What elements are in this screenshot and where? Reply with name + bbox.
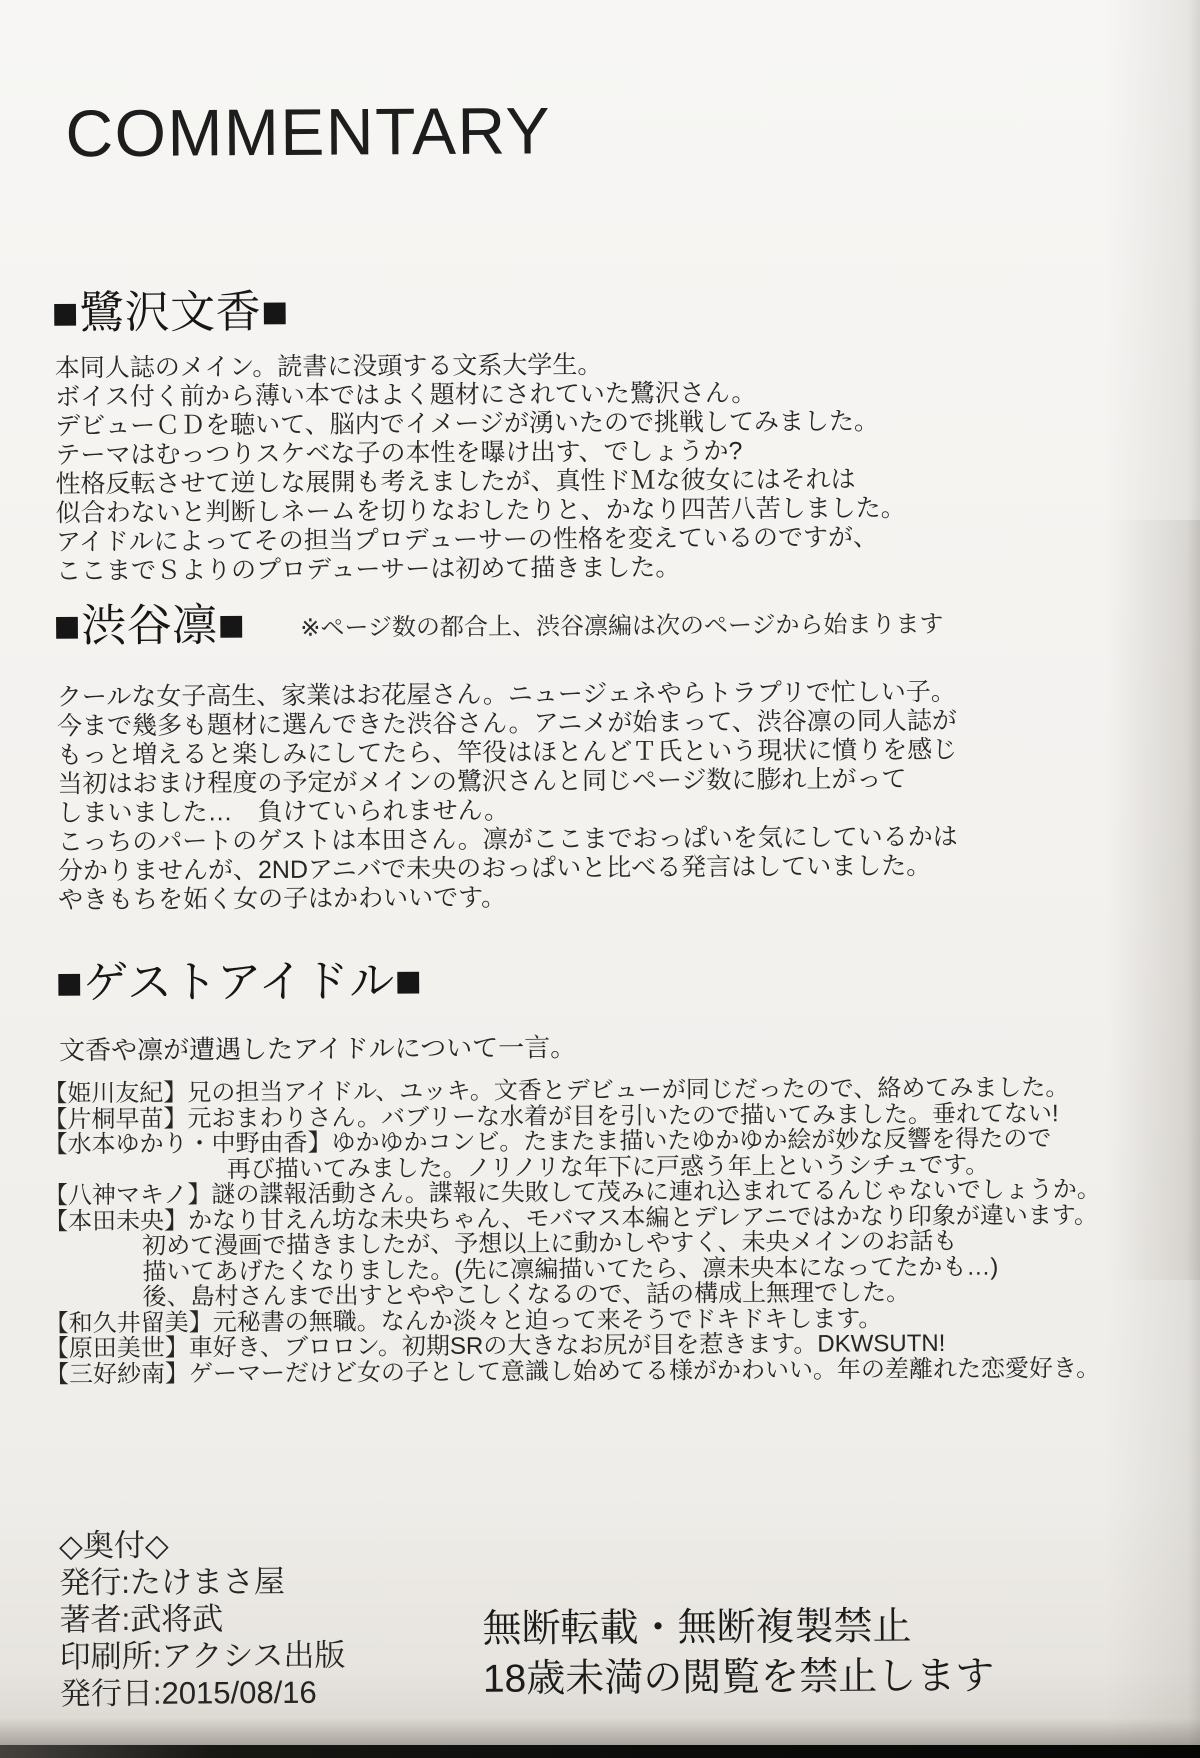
section-heading-row: [53, 596, 956, 652]
text-line: 似合わないと判断しネームを切りなおしたりと、かなり四苦八苦しました。: [55, 494, 906, 528]
section-shibuya-rin: [53, 596, 958, 916]
colophon: [59, 1526, 346, 1713]
colophon-author: 著者:武将武: [59, 1601, 224, 1638]
guest-idol-entry: 【姫川友紀】兄の担当アイドル、ユッキ。文香とデビューが同じだったので、絡めてみました。: [43, 1074, 1070, 1108]
text-line: もっと増えると楽しみにしてたら、竿役はほとんどＴ氏という現状に憤りを感じ: [57, 736, 958, 770]
notice-line: 無断転載・無断複製禁止: [482, 1605, 912, 1651]
scan-bottom-edge: [0, 1745, 1200, 1758]
guest-idol-entry: 【八神マキノ】謎の諜報活動さん。諜報に失敗して茂みに連れ込まれてるんじゃないでしょうか。: [43, 1176, 1101, 1210]
text-line: やきもちを妬く女の子はかわいいです。: [58, 883, 507, 915]
section-heading: ■ゲストアイドル■: [55, 955, 423, 1009]
text-line: こっちのパートのゲストは本田さん。凛がここまでおっぱいを気にしているかは: [57, 823, 958, 857]
text-line: クールな女子高生、家業はお花屋さん。ニュージェネやらトラプリで忙しい子。: [56, 678, 956, 712]
scan-bottom-shadow: [0, 1718, 1200, 1746]
scan-right-shading: [1110, 520, 1200, 1280]
text-line: 今まで幾多も題材に選んできた渋谷さん。アニメが始まって、渋谷凛の同人誌が: [56, 707, 957, 741]
section-heading: ■鷺沢文香■: [51, 285, 290, 339]
section-note: ※ページ数の都合上、渋谷凛編は次のページから始まります: [300, 611, 944, 643]
section-paragraph: [55, 350, 906, 587]
page-title: COMMENTARY: [65, 93, 552, 171]
guest-idol-entry-continuation: 描いてあげたくなりました。(先に凛編描いてたら、凛未央本になってたかも…): [142, 1253, 999, 1286]
colophon-title: ◇奥付◇: [58, 1527, 169, 1564]
text-line: ボイス付く前から薄い本ではよく題材にされていた鷺沢さん。: [54, 379, 757, 412]
guest-idol-entry-continuation: 後、島村さんまで出すとややこしくなるので、話の構成上無理でした。: [142, 1279, 911, 1312]
guest-idol-entry: 【片桐早苗】元おまわりさん。バブリーな水着が目を引いたので描いてみました。垂れてない!: [43, 1100, 1059, 1134]
text-line: デビューＣＤを聴いて、脳内でイメージが湧いたので挑戦してみました。: [55, 407, 880, 441]
notice-line: 18歳未満の閲覧を禁止します: [482, 1654, 995, 1701]
text-line: アイドルによってその担当プロデューサーの性格を変えているのですが、: [55, 523, 879, 557]
guest-idol-entry: 【本田未央】かなり甘えん坊な未央ちゃん、モバマス本編とデレアニではかなり印象が違います。: [44, 1201, 1098, 1236]
guest-idol-entry: 【三好紗南】ゲーマーだけど女の子として意識し始めてる様がかわいい。年の差離れた恋愛好き。: [44, 1354, 1101, 1389]
text-line: しまいました… 負けていられません。: [57, 796, 510, 828]
section-subtitle: 文香や凛が遭遇したアイドルについて一言。: [58, 1032, 577, 1066]
section-sagisawa-fumika: [51, 283, 906, 587]
text-line: 分かりませんが、2NDアニバで未央のおっぱいと比べる発言はしていました。: [57, 852, 932, 886]
guest-idol-entry: 【原田美世】車好き、ブロロン。初期SRの大きなお尻が目を惹きます。DKWSUTN!: [44, 1330, 946, 1363]
guest-idol-entry: 【水本ゆかり・中野由香】ゆかゆかコンビ。たまたま描いたゆかゆか絵が妙な反響を得たので: [43, 1125, 1052, 1159]
text-line: ここまでＳよりのプロデューサーは初めて描きました。: [56, 553, 681, 586]
text-line: 当初はおまけ程度の予定がメインの鷺沢さんと同じページ数に膨れ上がって: [57, 765, 907, 799]
guest-idol-entry-continuation: 再び描いてみました。ノリノリな年下に戸惑う年上というシチュです。: [226, 1151, 990, 1184]
text-line: テーマはむっつりスケベな子の本性を曝け出す、でしょうか?: [55, 437, 743, 470]
section-heading: ■渋谷凛■: [53, 599, 246, 652]
reproduction-notice: [482, 1602, 994, 1705]
guest-idol-entry: 【和久井留美】元秘書の無職。なんか淡々と迫って来そうでドキドキします。: [44, 1305, 883, 1338]
colophon-publisher: 発行:たけまさ屋: [59, 1563, 286, 1601]
text-line: 性格反転させて逆しな展開も考えましたが、真性ドＭな彼女にはそれは: [55, 465, 856, 499]
colophon-printer: 印刷所:アクシス出版: [59, 1637, 346, 1675]
section-paragraph: [57, 678, 958, 915]
guest-idol-list: [43, 1075, 1102, 1387]
colophon-date: 発行日:2015/08/16: [59, 1674, 317, 1712]
text-line: 本同人誌のメイン。読書に没頭する文系大学生。: [54, 351, 603, 383]
section-guest-idols: [42, 952, 1102, 1388]
guest-idol-entry-continuation: 初めて漫画で描きましたが、予想以上に動かしやすく、未央メインのお話も: [142, 1228, 958, 1261]
